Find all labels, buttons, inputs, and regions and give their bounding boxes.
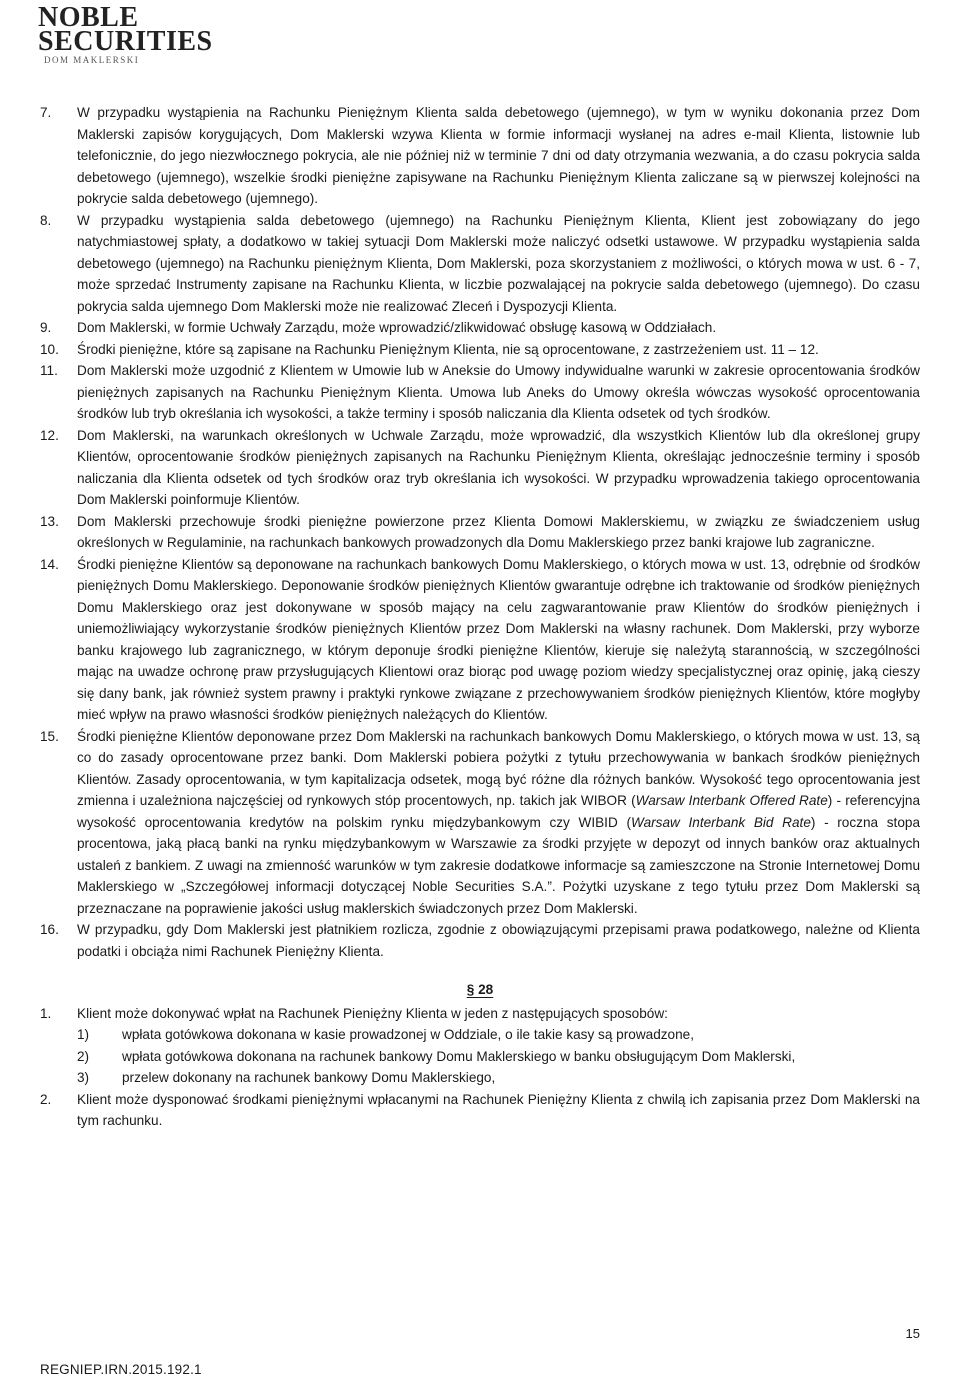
clause-8	[40, 210, 920, 318]
subitem-2	[77, 1046, 920, 1068]
clause-text: Klient może dysponować środkami pieniężnymi wpłacanymi na Rachunek Pieniężny Klienta z chwilą ich zapisania przez Dom Maklerski na tym rachunku.	[77, 1091, 920, 1128]
clause-text	[77, 726, 920, 920]
clause-16	[40, 919, 920, 962]
logo-line-1: NOBLE	[38, 2, 139, 33]
clause-13	[40, 511, 920, 554]
subitem-number: 1)	[77, 1027, 90, 1042]
logo-line-3: DOM MAKLERSKI	[44, 55, 140, 65]
clause-text: W przypadku wystąpienia salda debetowego (ujemnego) na Rachunku Pieniężnym Klienta, Klient jest zobowiązany do jego natychmiastowej spłaty, a dodatkowo w takiej sytuacji Dom Maklerski może naliczyć odsetki ustawowe. W przypadku wystąpienia salda debetowego (ujemnego) na Rachunku pieniężnym Klienta, Dom Maklerski, poza skorzystaniem z możliwości, o których mowa w ust. 6 - 7, może sprzedać Instrumenty zapisane na Rachunku Klienta, w liczbie pozwalającej na pokrycie salda debetowego (ujemnego). Do czasu pokrycia salda ujemnego Dom Maklerski może nie realizować Zleceń i Dyspozycji Klienta.	[77, 212, 920, 314]
clause-text: Dom Maklerski może uzgodnić z Klientem w Umowie lub w Aneksie do Umowy indywidualne warunki w zakresie oprocentowania środków pieniężnych zapisanych na Rachunku Pieniężnym Klienta. Umowa lub Aneks do Umowy określa wówczas wysokość oprocentowania środków lub tryb określania ich wysokości, a także terminy i sposób naliczania dla Klienta odsetek od tych środków.	[77, 363, 920, 421]
page-number: 15	[905, 1326, 920, 1341]
clause-text: Dom Maklerski przechowuje środki pieniężne powierzone przez Klienta Domowi Maklerskiemu, w związku ze świadczeniem usług określonych w Regulaminie, na rachunkach bankowych prowadzonych dla Domu Maklerskiego przez banki krajowe lub zagraniczne.	[77, 513, 920, 550]
noble-securities-logo	[38, 2, 213, 66]
clause-text-italic: Warsaw Interbank Bid Rate	[630, 814, 811, 830]
clause-text-italic: Warsaw Interbank Offered Rate	[635, 793, 828, 808]
clause-number: 13.	[40, 513, 59, 529]
clause-9	[40, 317, 920, 339]
clause-15	[40, 726, 920, 920]
subitem-text: wpłata gotówkowa dokonana w kasie prowadzonej w Oddziale, o ile takie kasy są prowadzone,	[122, 1027, 695, 1042]
clause-text: W przypadku wystąpienia na Rachunku Pieniężnym Klienta salda debetowego (ujemnego), w tym w wyniku dokonania przez Dom Maklerski zapisów korygujących, Dom Maklerski wzywa Klienta w formie informacji wysłanej na adres e-mail Klienta, listownie lub telefonicznie, do jego niezwłocznego pokrycia, ale nie później niż w terminie 7 dni od daty otrzymania wezwania, a do czasu pokrycia salda debetowego (ujemnego), wszelkie środki pieniężne zapisywane na Rachunku Pieniężnym Klienta zaliczane są w pierwszej kolejności na pokrycie salda debetowego (ujemnego).	[77, 105, 920, 206]
document-code: REGNIEP.IRN.2015.192.1	[40, 1362, 202, 1377]
clause-7	[40, 102, 920, 210]
clause-number: 14.	[40, 556, 59, 572]
clause-text-part: ) - roczna stopa procentowa, jaką płacą banki na rynku międzybankowym w Warszawie za środki przyjęte w depozyt od innych banków oraz aktualnych ustaleń z bankiem. Z uwagi na zmienność warunków w tym zakresie dodatkowe informacje są zamieszczone na Stronie Internetowej Domu Maklerskiego w „Szczegółowej informacji dotyczącej Noble Securities S.A.”. Pożytki uzyskane z tego tytułu przez Dom Maklerski są przeznaczane na poprawienie jakości usług maklerskich świadczonych przez Dom Maklerski.	[77, 814, 921, 916]
clause-text-part: ) - referencyjna wysokość oprocentowania kredytów na polskim rynku międzybankowym czy WIBID (	[77, 793, 920, 830]
section-title: § 28	[466, 982, 494, 997]
subitem-number: 2)	[77, 1048, 90, 1064]
section-clause-1	[40, 1003, 920, 1025]
document-body	[40, 102, 920, 1132]
clause-number: 10.	[40, 341, 59, 357]
clause-number: 2.	[40, 1091, 52, 1107]
clause-text: Środki pieniężne Klientów są deponowane na rachunkach bankowych Domu Maklerskiego, o których mowa w ust. 13, odrębnie od środków pieniężnych Domu Maklerskiego. Deponowanie środków pieniężnych Klientów gwarantuje odrębne ich traktowanie od środków pieniężnych Domu Maklerskiego oraz jest dokonywane w sposób mający na celu zagwarantowanie praw Klientów do środków pieniężnych i uniemożliwiający wykorzystanie środków pieniężnych Klientów przez Dom Maklerski na własny rachunek. Dom Maklerski, przy wyborze banku krajowego lub zagranicznego, w którym deponuje środki pieniężne Klientów, kieruje się należytą starannością, w szczególności mając na uwadze ochronę praw przysługujących Klientowi oraz biorąc pod uwagę poziom wiedzy specjalistycznej oraz opinię, jaką cieszy się dany bank, jak również system prawny i praktyki rynkowe związane z przechowywaniem środków pieniężnych Klientów, które mogłyby mieć wpływ na prawo własności środków pieniężnych należących do Klientów.	[77, 556, 920, 722]
clause-12	[40, 425, 920, 511]
clause-text-part: Środki pieniężne Klientów deponowane przez Dom Maklerski na rachunkach bankowych Domu Maklerskiego, o których mowa w ust. 13, są co do zasady oprocentowane przez banki. Dom Maklerski pobiera pożytki z tytułu przechowywania w bankach środków pieniężnych Klientów. Zasady oprocentowania, w tym kapitalizacja odsetek, mogą być różne dla różnych banków. Wysokość tego oprocentowania jest zmienna i uzależniona najczęściej od rynkowych stóp procentowych, np. takich jak WIBOR (	[77, 728, 920, 808]
subitem-3	[77, 1067, 920, 1089]
subitem-text: wpłata gotówkowa dokonana na rachunek bankowy Domu Maklerskiego w banku obsługującym Dom Maklerski,	[122, 1048, 796, 1064]
clause-text: Dom Maklerski, na warunkach określonych w Uchwale Zarządu, może wprowadzić, dla wszystkich Klientów lub dla określonej grupy Klientów, oprocentowanie środków pieniężnych zapisanych na Rachunku Pieniężnym Klienta, określając jednocześnie terminy i sposób naliczania dla Klienta odsetek od tych środków oraz tryb określania ich wysokości. W przypadku wprowadzenia takiego oprocentowania Dom Maklerski poinformuje Klientów.	[77, 427, 920, 507]
clause-number: 15.	[40, 728, 59, 744]
subitem-1	[77, 1024, 920, 1046]
clause-number: 7.	[40, 105, 52, 120]
clause-text: Środki pieniężne, które są zapisane na Rachunku Pieniężnym Klienta, nie są oprocentowane, z zastrzeżeniem ust. 11 – 12.	[77, 341, 819, 357]
clause-number: 9.	[40, 320, 52, 335]
clause-10	[40, 339, 920, 361]
clause-text: Klient może dokonywać wpłat na Rachunek Pieniężny Klienta w jeden z następujących sposobów:	[77, 1005, 668, 1021]
clause-number: 11.	[40, 363, 58, 378]
clause-text: Dom Maklerski, w formie Uchwały Zarządu, może wprowadzić/zlikwidować obsługę kasową w Oddziałach.	[77, 320, 717, 335]
clause-number: 12.	[40, 427, 59, 443]
clause-14	[40, 554, 920, 726]
clause-text: W przypadku, gdy Dom Maklerski jest płatnikiem rozlicza, zgodnie z obowiązującymi przepisami prawa podatkowego, należne od Klienta podatki i obciąża nimi Rachunek Pieniężny Klienta.	[77, 922, 920, 959]
section-clause-2	[40, 1089, 920, 1132]
clause-number: 1.	[40, 1005, 52, 1021]
clause-number: 8.	[40, 212, 52, 228]
subitem-number: 3)	[77, 1070, 90, 1085]
subitem-text: przelew dokonany na rachunek bankowy Domu Maklerskiego,	[122, 1070, 496, 1085]
clause-number: 16.	[40, 922, 59, 937]
logo-line-2: SECURITIES	[38, 26, 213, 57]
clause-11	[40, 360, 920, 425]
